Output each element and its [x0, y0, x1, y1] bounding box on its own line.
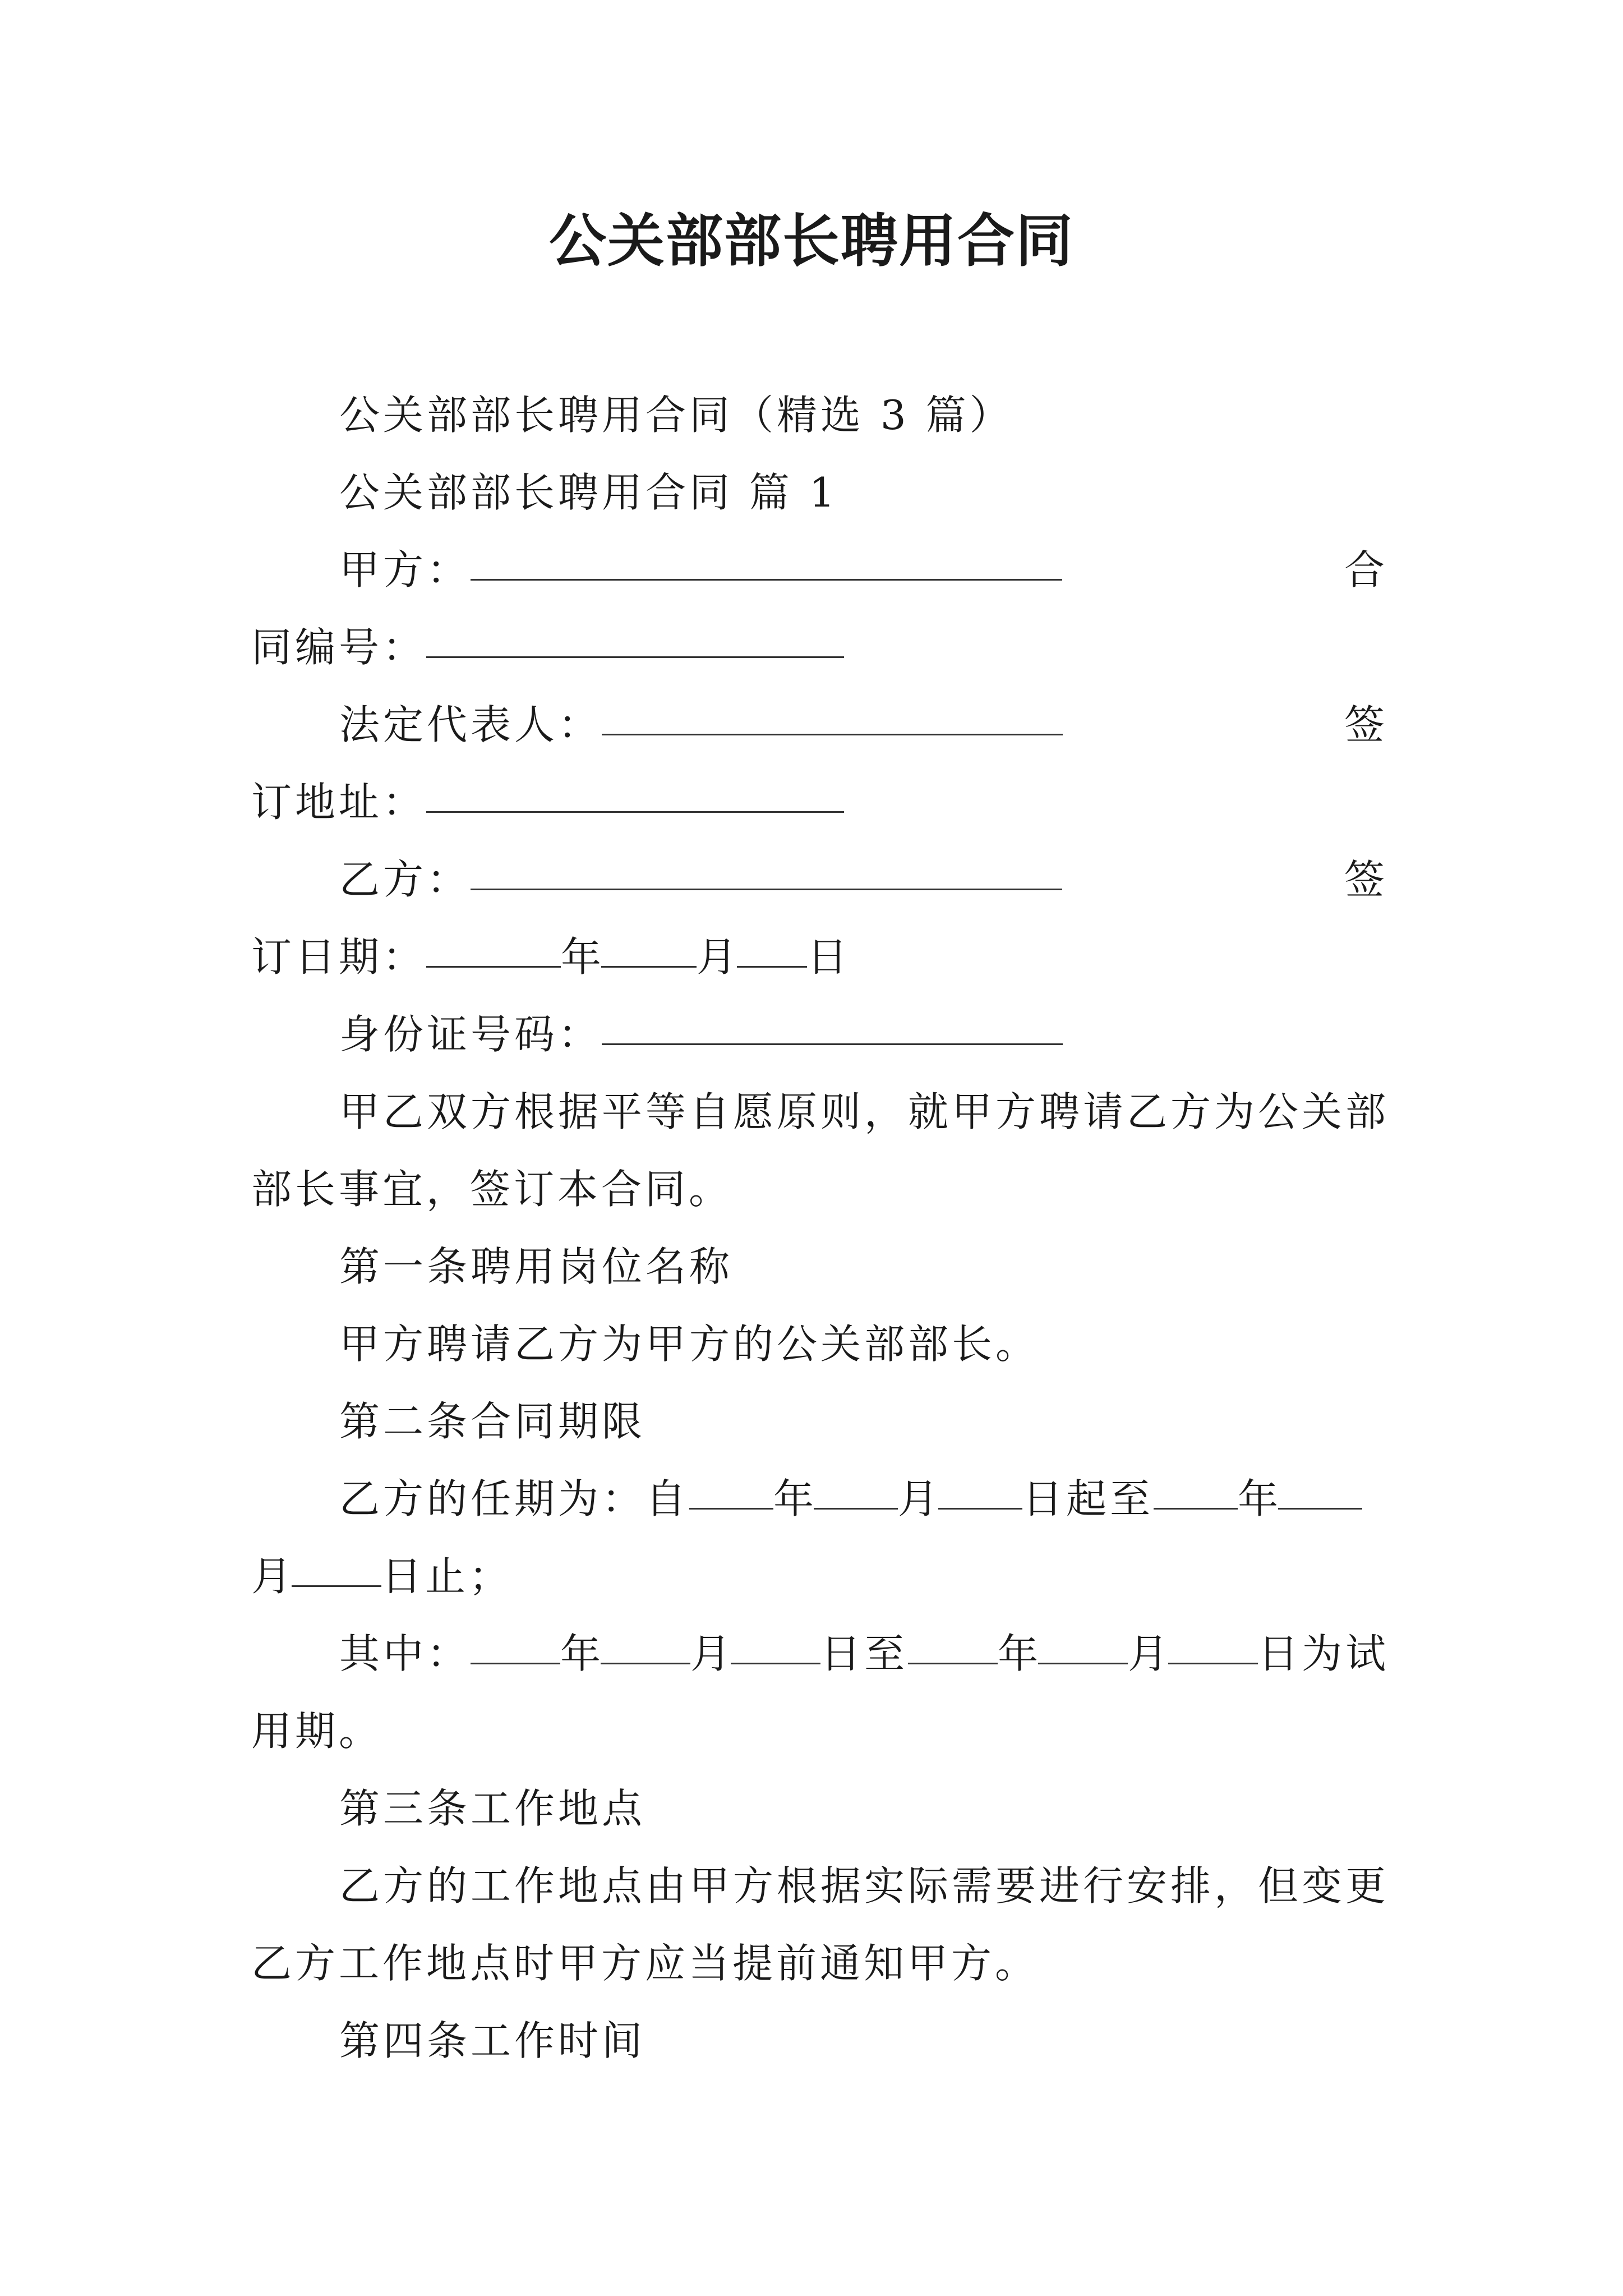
sign-month-blank[interactable] [601, 929, 697, 968]
party-b-blank[interactable] [471, 852, 1062, 890]
probation-end-year-blank[interactable] [908, 1626, 998, 1664]
term-end-month-unit: 月 [251, 1553, 292, 1600]
probation-start-year-unit: 年 [560, 1630, 601, 1677]
term-row-wrap [251, 1548, 513, 1604]
probation-end-day-blank[interactable] [1168, 1626, 1258, 1664]
probation-end: 日为试 [1258, 1630, 1390, 1677]
article-1-body: 甲方聘请乙方为甲方的公关部部长。 [339, 1320, 1040, 1368]
sign-date-row [251, 929, 847, 985]
party-b-label: 乙方： [339, 856, 471, 903]
sign-date-wrap-start: 签 [1344, 856, 1385, 903]
sign-year-blank[interactable] [426, 929, 561, 968]
contract-no-blank[interactable] [426, 619, 844, 658]
probation-row [339, 1626, 1389, 1682]
sign-date-label: 订日期： [251, 933, 427, 981]
term-end-month-blank-start[interactable] [1278, 1471, 1362, 1510]
party-a-label: 甲方： [339, 546, 471, 593]
probation-start-year-blank[interactable] [471, 1626, 560, 1664]
document-title: 公关部部长聘用合同 [549, 208, 1074, 275]
intro-line-2: 部长事宜，签订本合同。 [251, 1166, 733, 1213]
id-number-row [339, 1006, 1063, 1062]
party-a-blank[interactable] [471, 542, 1062, 581]
sign-month-unit: 月 [697, 933, 737, 981]
sign-address-row [251, 774, 844, 830]
probation-end-month-blank[interactable] [1038, 1626, 1128, 1664]
id-number-blank[interactable] [602, 1006, 1063, 1045]
probation-prefix: 其中： [339, 1630, 471, 1677]
term-prefix: 乙方的任期为：自 [339, 1475, 690, 1522]
sign-address-wrap-start: 签 [1344, 701, 1385, 748]
sign-day-unit: 日 [807, 933, 848, 981]
legal-rep-blank[interactable] [602, 697, 1063, 735]
term-end-year-unit: 年 [1238, 1475, 1279, 1522]
term-start-year-unit: 年 [773, 1475, 814, 1522]
article-4-title: 第四条工作时间 [339, 2017, 646, 2064]
probation-to: 日至 [820, 1630, 909, 1677]
term-row [339, 1471, 1362, 1527]
term-start-month-unit: 月 [898, 1475, 939, 1522]
intro-line-1: 甲乙双方根据平等自愿原则，就甲方聘请乙方为公关部 [339, 1088, 1390, 1135]
probation-wrap: 用期。 [251, 1708, 383, 1755]
term-start-month-blank[interactable] [814, 1471, 898, 1510]
legal-rep-row [339, 697, 1063, 753]
article-3-title: 第三条工作地点 [339, 1785, 646, 1832]
term-end-year-blank[interactable] [1154, 1471, 1238, 1510]
article-3-line-2: 乙方工作地点时甲方应当提前通知甲方。 [251, 1940, 1039, 1987]
sign-year-unit: 年 [561, 933, 602, 981]
subtitle: 公关部部长聘用合同（精选 3 篇） [339, 392, 1013, 439]
term-end-day-blank[interactable] [292, 1548, 381, 1587]
sign-address-blank[interactable] [426, 774, 844, 813]
party-b-row [339, 852, 1062, 908]
contract-no-wrap-start: 合 [1344, 546, 1385, 593]
article-3-line-1: 乙方的工作地点由甲方根据实际需要进行安排，但变更 [339, 1862, 1390, 1910]
term-start-year-blank[interactable] [689, 1471, 773, 1510]
legal-rep-label: 法定代表人： [339, 701, 602, 748]
probation-start-month-unit: 月 [690, 1630, 731, 1677]
contract-no-label: 同编号： [251, 624, 427, 671]
term-end: 日止； [381, 1553, 513, 1600]
article-1-title: 第一条聘用岗位名称 [339, 1243, 734, 1290]
party-a-row [339, 542, 1062, 598]
sign-day-blank[interactable] [737, 929, 807, 968]
probation-start-month-blank[interactable] [601, 1626, 690, 1664]
id-number-label: 身份证号码： [339, 1011, 602, 1058]
article-2-title: 第二条合同期限 [339, 1398, 646, 1445]
contract-no-row [251, 619, 844, 675]
probation-end-month-unit: 月 [1128, 1630, 1169, 1677]
term-from-to: 日起至 [1022, 1475, 1154, 1522]
section-heading: 公关部部长聘用合同 篇 1 [339, 469, 838, 516]
sign-address-label: 订地址： [251, 779, 427, 826]
probation-start-day-blank[interactable] [731, 1626, 820, 1664]
term-start-day-blank[interactable] [938, 1471, 1022, 1510]
probation-end-year-unit: 年 [998, 1630, 1039, 1677]
